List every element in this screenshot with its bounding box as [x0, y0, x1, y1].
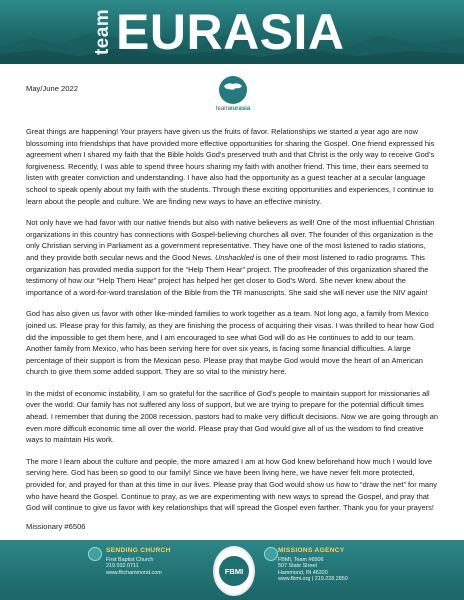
logo-text: [210, 106, 256, 112]
header-title: EURASIA: [116, 4, 345, 60]
sending-church-phone: 219.932.0711: [106, 563, 139, 570]
paragraph: In the midst of economic instability, I am so grateful for the sacrifice of God’s people to maintain support for missionaries all over the world. Our family has not suffered any loss of support, but we are trying to prepare for the potential difficult times ahead. I remember that during the 2008 recession, pastors had to make very difficult decisions. Now we are going through an even more difficult economic time all over the world. Please pray that God would give all of us the wisdom to find creative ways to maintain His work.: [26, 388, 439, 445]
logo-region-text: eurasia: [229, 106, 251, 112]
fbmi-seal-text: FBMI: [219, 556, 249, 586]
church-icon: [88, 547, 102, 561]
paragraph: Great things are happening! Your prayers have given us the fruits of favor. Relationships we started a year ago are now blossoming into friendships that have provided more effective opportunities for sharing the Gospel. One friend expressed his agreement when I shared my faith that the Bible holds God’s preserved truth and that Christ is the only way to receive God’s forgiveness. Recently, I was able to spend three hours sharing my faith with another friend. This time, their ears seemed to listen with greater conviction and understanding. I have also had the opportunity as a guest teacher at a secular language school to speak openly about my faith with the students. Through these exciting opportunities and experiences, I continue to learn about the people and culture. We are finding new ways to have an effective ministry.: [26, 127, 435, 206]
sending-church-website[interactable]: www.fbchammond.com: [106, 569, 162, 576]
sending-church: [106, 548, 171, 576]
letter-body: [26, 126, 440, 524]
sending-church-heading: SENDING CHURCH: [106, 547, 171, 554]
paragraph: Not only have we had favor with our native friends but also with native believers as well! One of the most influential Christian organizations in this country has connections with Gospel-believing churches all over. The founder of this organization is the only Christian serving in Parliament as a government representative. They have one of the most listened to radio stations, and they provide both secular news and the Good News. Unshackled is one of their most listened to radio programs. This organization has provided media support for the “Help Them Hear” project. The proofreader of this organization shared the testimony of how our “Help Them Hear” project has helped her get closer to God’s Word. She never knew about the importance of a word-for-word translation of the Bible from the TR manuscripts. She said she will never use the NIV again!: [26, 218, 435, 297]
fbmi-seal: [213, 546, 255, 596]
paragraph: God has also given us favor with other like-minded families to work together as a team. Not long ago, a family from Mexico joined us. Please pray for this family, as they are finishing the process of acquiring their visas. I was thrilled to hear how God did the impossible to get them here, and I am encouraged to see what God will do as He continues to add to our team. Another family from Mexico, who has been serving here for over six years, is facing some financial difficulties. A large percentage of their support is from the Mexican peso. Please pray that maybe God would move the heart of an American church to give them some added support. They are so vital to the ministry here.: [26, 309, 434, 377]
missions-agency-heading: MISSIONS AGENCY: [278, 547, 345, 554]
header-team-label: team: [92, 8, 113, 56]
logo-team-text: team: [215, 106, 230, 112]
missions-agency-line: 507 State Street: [278, 563, 317, 570]
footer: [0, 540, 464, 600]
missions-agency-line: FBMI, Team #6506: [278, 556, 324, 563]
sending-church-line: First Baptist Church: [106, 556, 154, 563]
header-title-group: [92, 4, 345, 60]
missions-agency-line: Hammond, IN 46320: [278, 569, 328, 576]
team-eurasia-logo: [210, 76, 256, 122]
globe-icon: [219, 76, 247, 104]
missions-agency: [278, 548, 348, 583]
signature: Missionary #6506: [26, 522, 86, 531]
newsletter-date: May/June 2022: [26, 84, 78, 93]
paragraph: The more I learn about the culture and people, the more amazed I am at how God knew beforehand how much I would love serving here. God has been so good to our family! Since we have been living here, we have never felt more protected, provided for, and prayed for than at this time in our lives. Please pray that God would show us how to “draw the net” for many who have heard the Gospel. Continue to pray, as we are experimenting with new ways to spread the Gospel, and pray that God will continue to give us favor with key relationships that will spread the Gospel even farther. Thank you for your prayers!: [26, 456, 437, 513]
header-banner: [0, 0, 464, 64]
program-name: Unshackled: [214, 252, 254, 262]
missions-agency-contact[interactable]: www.fbmi.org | 219.228.2850: [278, 576, 348, 583]
globe-icon: [264, 547, 278, 561]
